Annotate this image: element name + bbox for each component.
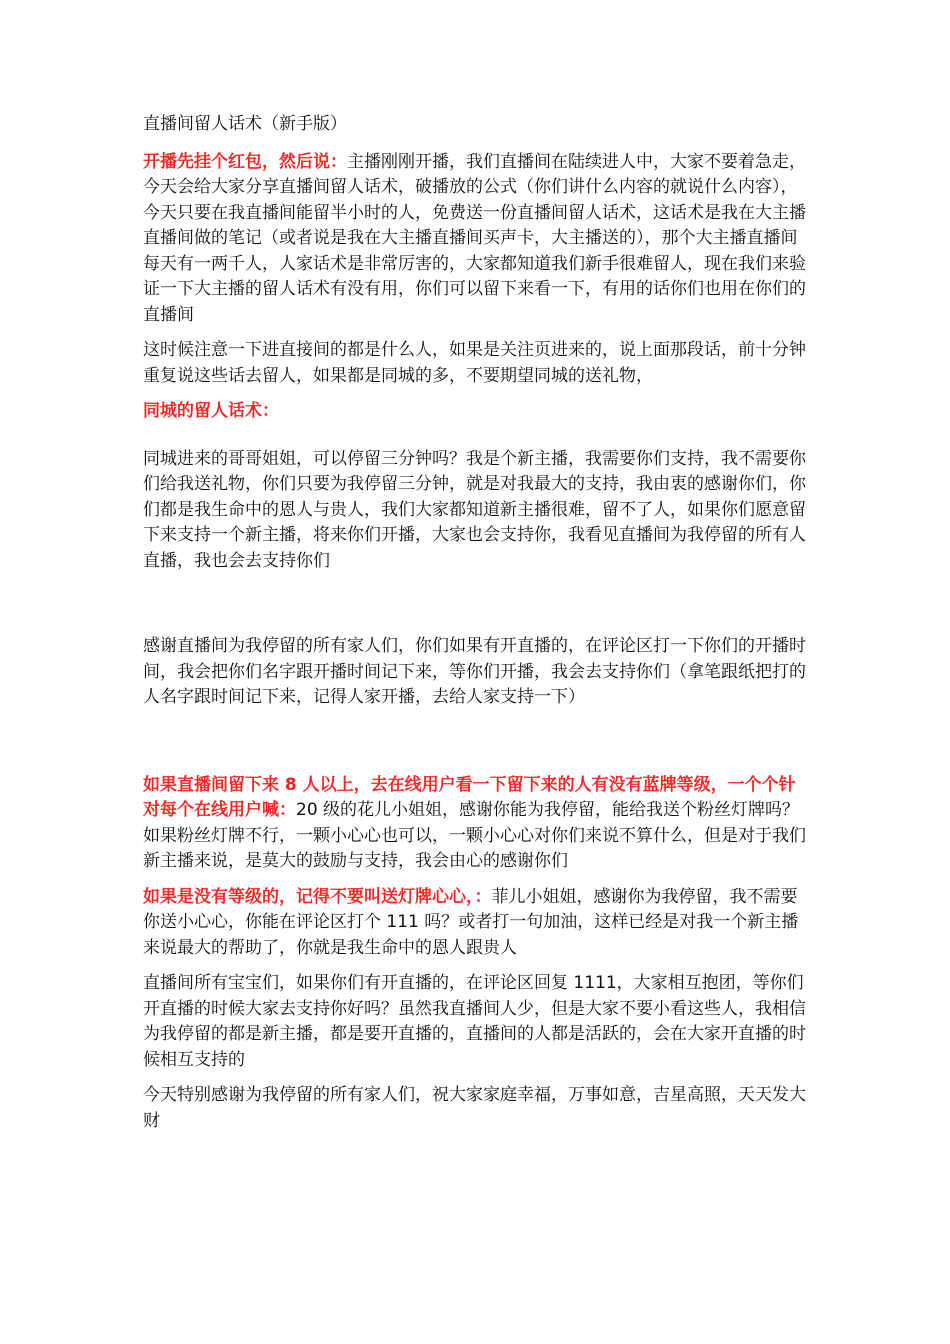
document-title: 直播间留人话术（新手版） (143, 114, 347, 134)
paragraph-closing: 今天特别感谢为我停留的所有家人们，祝大家家庭幸福，万事如意，吉星高照，天天发大财 (143, 1085, 806, 1131)
paragraph-tongcheng: 同城进来的哥哥姐姐，可以停留三分钟吗？我是个新主播，我需要你们支持，我不需要你们给我送礼物，你们只要为我停留三分钟，就是对我最大的支持，我由衷的感谢你们，你们都是我生命中的恩人与贵人，我们大家都知道新主播很难，留不了人，如果你们愿意留下来支持一个新主播，将来你们开播，大家也会支持你，我看见直播间为我停留的所有人直播，我也会去支持你们 (143, 448, 806, 571)
document-page (143, 112, 807, 1134)
emphasis-lead: 如果是没有等级的，记得不要叫送灯牌心心，： (143, 886, 492, 907)
paragraph-all-viewers: 直播间所有宝宝们，如果你们有开直播的，在评论区回复 1111，大家相互抱团，等你们开直播的时候大家去支持你好吗？虽然我直播间人少，但是大家不要小看这些人，我相信为我停留的都是新主播，都是要开直播的，直播间的人都是活跃的，会在大家开直播的时候相互支持的 (143, 973, 806, 1070)
paragraph-body: 主播刚刚开播，我们直播间在陆续进人中，大家不要着急走，今天会给大家分享直播间留人话术，破播放的公式（你们讲什么内容的就说什么内容），今天只要在我直播间能留半小时的人，免费送一份直播间留人话术，这话术是我在大主播直播间做的笔记（或者说是我在大主播直播间买声卡，大主播送的），那个大主播直播间每天有一两千人，人家话术是非常厉害的，大家都知道我们新手很难留人，现在我们来验证一下大主播的留人话术有没有用，你们可以留下来看一下，有用的话你们也用在你们的直播间 (143, 151, 806, 325)
emphasis-lead: 如果直播间留下来 8 人以上，去在线用户看一下留下来的人有没有蓝牌等级，一个个针对每个在线用户喊： (143, 774, 796, 820)
paragraph-opening (143, 150, 807, 329)
paragraph-eight-people (143, 773, 807, 875)
paragraph-thanks: 感谢直播间为我停留的所有家人们，你们如果有开直播的，在评论区打一下你们的开播时间，我会把你们名字跟开播时间记下来，等你们开播，我会去支持你们（拿笔跟纸把打的人名字跟时间记下来，记得人家开播，去给人家支持一下） (143, 636, 806, 707)
paragraph-note: 这时候注意一下进直接间的都是什么人，如果是关注页进来的，说上面那段话，前十分钟重复说这些话去留人，如果都是同城的多，不要期望同城的送礼物， (143, 340, 806, 386)
emphasis-lead: 开播先挂个红包，然后说： (143, 151, 347, 172)
paragraph-body: 菲儿小姐姐，感谢你为我停留，我不需要你送小心心，你能在评论区打个 111 吗？或者打一句加油，这样已经是对我一个新主播来说最大的帮助了，你就是我生命中的恩人跟贵人 (143, 886, 799, 958)
paragraph-no-level (143, 885, 807, 962)
heading-tongcheng: 同城的留人话术： (143, 401, 279, 421)
paragraph-body: 20 级的花儿小姐姐，感谢你能为我停留，能给我送个粉丝灯牌吗？如果粉丝灯牌不行，一颗小心心也可以，一颗小心心对你们来说不算什么，但是对于我们新主播来说，是莫大的鼓励与支持，我会由心的感谢你们 (143, 800, 806, 871)
